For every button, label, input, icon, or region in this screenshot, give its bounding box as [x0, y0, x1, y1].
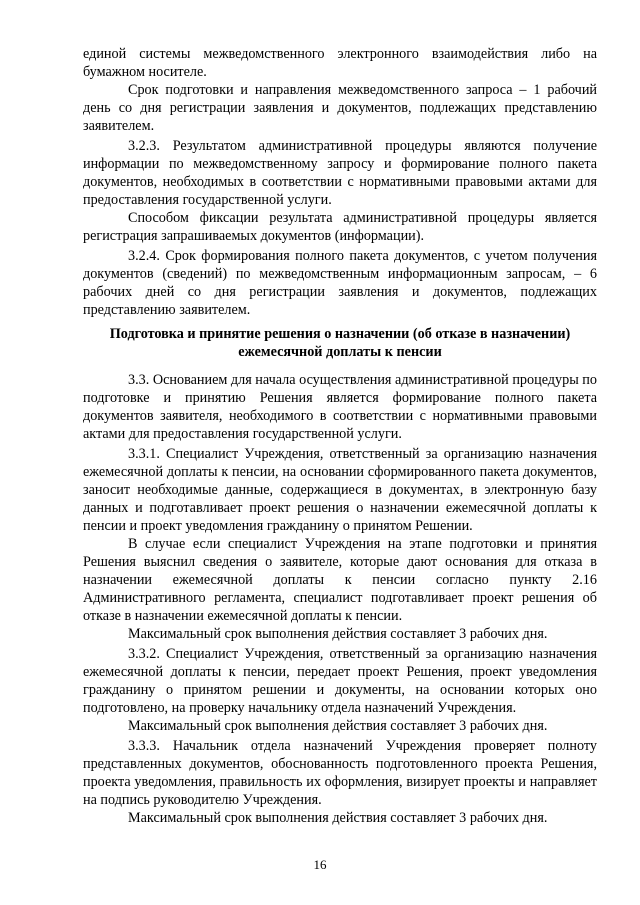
paragraph: 3.3.2. Специалист Учреждения, ответственный за организацию назначения ежемесячной доплаты к пенсии, передает проект Решения, проект уведомления гражданину о принятом решении и документы, на основании которых оно подготовлено, на проверку начальнику отдела назначений Учреждения.	[83, 646, 597, 716]
paragraph: 3.3.1. Специалист Учреждения, ответственный за организацию назначения ежемесячной доплаты к пенсии, на основании сформированного пакета документов, заносит необходимые данные, содержащиеся в документах, в электронную базу данных и подготавливает проект решения о назначении ежемесячной доплаты к пенсии и проект уведомления гражданину о принятом Решении.	[83, 446, 597, 534]
paragraph: 3.3. Основанием для начала осуществления административной процедуры по подготовке и принятию Решения является формирование полного пакета документов заявителя, необходимого в соответствии с нормативными правовыми актами для предоставления государственной услуги.	[83, 372, 597, 442]
paragraph: Максимальный срок выполнения действия составляет 3 рабочих дня.	[128, 810, 548, 826]
paragraph: 3.2.4. Срок формирования полного пакета документов, с учетом получения документов (сведений) по межведомственным информационным запросам, – 6 рабочих дней со дня регистрации заявления и документов, подлежащих представлению заявителем.	[83, 248, 597, 318]
paragraph: В случае если специалист Учреждения на этапе подготовки и принятия Решения выяснил сведения о заявителе, которые дают основания для отказа в назначении ежемесячной доплаты к пенсии согласно пункту 2.16 Административного регламента, специалист подготавливает проект решения об отказе в назначении ежемесячной доплаты к пенсии.	[83, 536, 597, 624]
paragraph: 3.3.3. Начальник отдела назначений Учреждения проверяет полноту представленных документов, обоснованность подготовленного проекта Решения, проекта уведомления, правильность их оформления, визирует проекты и направляет на подпись руководителю Учреждения.	[83, 738, 597, 808]
page-number: 16	[313, 857, 327, 872]
document-body	[83, 45, 597, 827]
paragraph: единой системы межведомственного электронного взаимодействия либо на бумажном носителе.	[83, 46, 597, 80]
paragraph: 3.2.3. Результатом административной процедуры являются получение информации по межведомственному запросу и формирование полного пакета документов, необходимых в соответствии с нормативными правовыми актами для предоставления государственной услуги.	[83, 138, 597, 208]
paragraph: Максимальный срок выполнения действия составляет 3 рабочих дня.	[128, 626, 548, 642]
section-heading: Подготовка и принятие решения о назначении (об отказе в назначении) ежемесячной доплаты к пенсии	[109, 326, 571, 360]
paragraph: Срок подготовки и направления межведомственного запроса – 1 рабочий день со дня регистрации заявления и документов, подлежащих представлению заявителем.	[83, 82, 597, 134]
paragraph: Максимальный срок выполнения действия составляет 3 рабочих дня.	[128, 718, 548, 734]
paragraph: Способом фиксации результата административной процедуры является регистрация запрашиваемых документов (информации).	[83, 210, 597, 244]
